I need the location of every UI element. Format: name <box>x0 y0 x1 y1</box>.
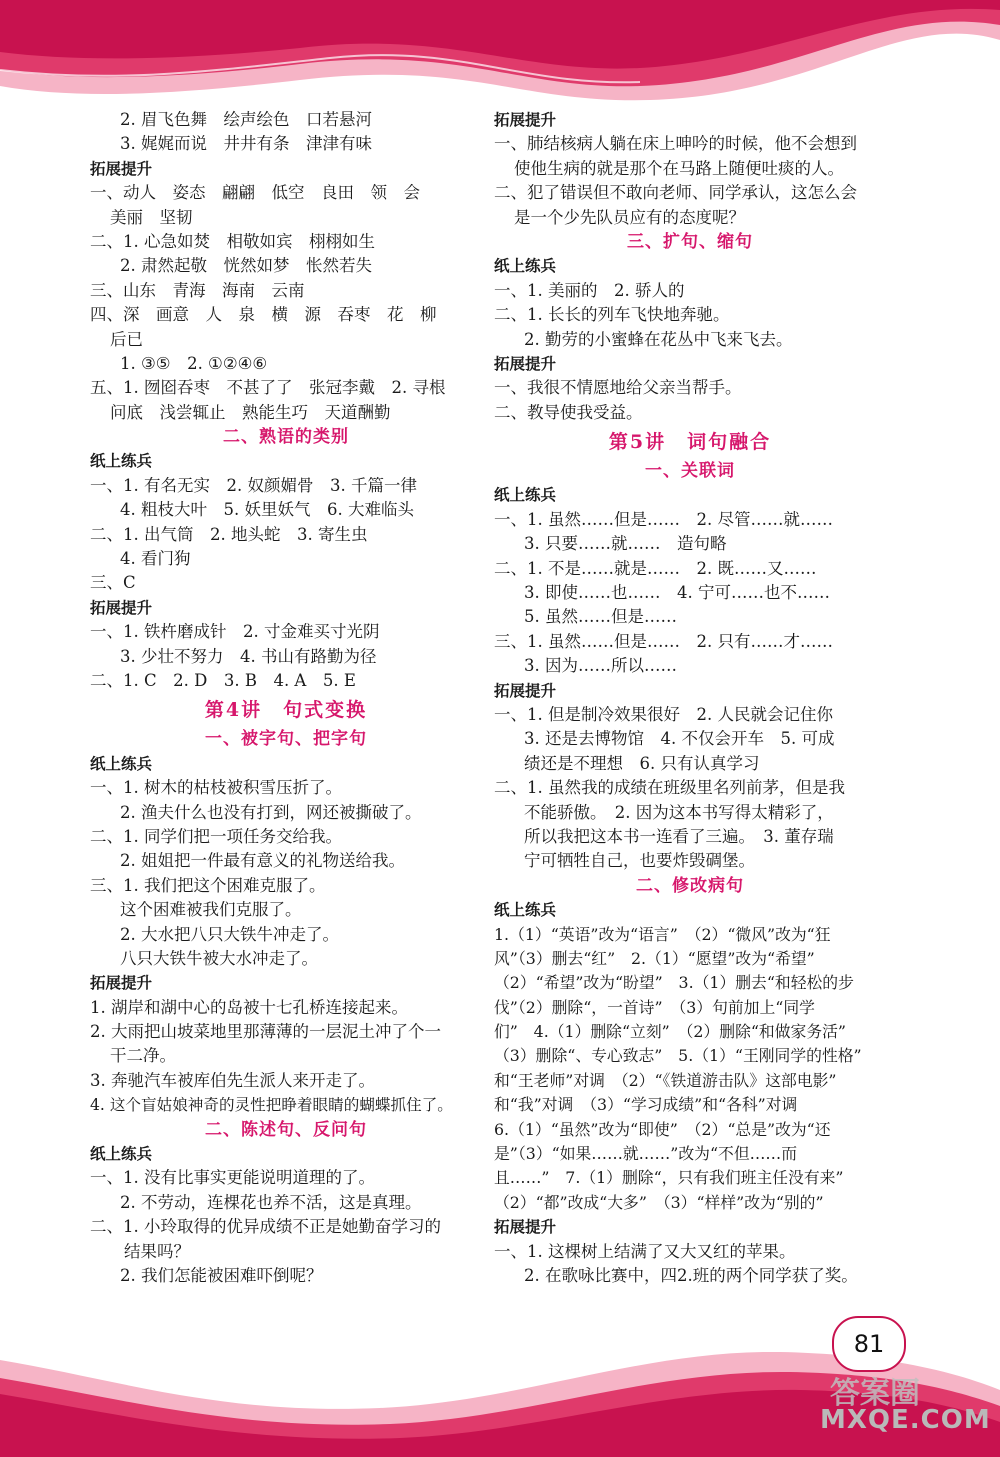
top-band-svg <box>0 0 1000 110</box>
answer-line: 一、动人 姿态 翩翩 低空 良田 领 会 <box>90 183 420 203</box>
answer-line: 使他生病的就是那个在马路上随便吐痰的人。 <box>514 158 844 178</box>
answer-line: 八只大铁牛被大水冲走了。 <box>120 948 318 968</box>
answer-line: 2. 肃然起敬 恍然如梦 怅然若失 <box>120 256 372 276</box>
section-title: 三、扩句、缩句 <box>627 231 753 252</box>
answer-line: 一、1. 有名无实 2. 奴颜媚骨 3. 千篇一律 <box>90 475 417 495</box>
answer-line: 一、1. 树木的枯枝被积雪压折了。 <box>90 778 342 798</box>
subheading-practice: 纸上练兵 <box>494 901 557 920</box>
answer-line: 且……” 7.（1）删除“，只有我们班主任没有来” <box>494 1168 844 1188</box>
answer-line: 3. 少壮不努力 4. 书山有路勤为径 <box>120 646 377 666</box>
answer-line: 绩还是不理想 6. 只有认真学习 <box>524 753 760 773</box>
answer-line: 3. 即使……也…… 4. 宁可……也不…… <box>524 583 830 603</box>
watermark-logo: 答案圈 <box>830 1376 920 1411</box>
answer-line: 问底 浅尝辄止 熟能生巧 天道酬勤 <box>110 402 391 422</box>
answer-line: 是”（3）“如果……就……”改为“不但……而 <box>494 1144 798 1164</box>
top-decorative-band <box>0 0 1000 110</box>
answer-line: 1. ③⑤ 2. ①②④⑥ <box>120 353 268 373</box>
answer-line: 这个困难被我们克服了。 <box>120 900 302 920</box>
subheading-extension: 拓展提升 <box>494 681 557 700</box>
answer-line: 二、教导使我受益。 <box>494 402 643 422</box>
section-title: 二、陈述句、反问句 <box>205 1119 367 1140</box>
answer-line: 4. 这个盲姑娘神奇的灵性把睁着眼睛的蝴蝶抓住了。 <box>90 1096 453 1115</box>
answer-line: 3. 因为……所以…… <box>524 656 677 676</box>
answer-line: 结果吗？ <box>124 1241 190 1261</box>
left-column <box>90 108 482 1288</box>
subheading-extension: 拓展提升 <box>90 974 153 993</box>
answer-line: 伐”（2）删除“，一首诗” （3）句前加上“同学 <box>494 997 815 1017</box>
subheading-practice: 纸上练兵 <box>494 486 557 505</box>
answer-line: 三、1. 我们把这个困难克服了。 <box>90 875 326 895</box>
answer-line: 宁可牺牲自己，也要炸毁碉堡。 <box>524 851 755 871</box>
lecture-title: 第4讲 句式变换 <box>204 699 368 722</box>
answer-line: 们” 4.（1）删除“立刻” （2）删除“和做家务活” <box>494 1022 846 1042</box>
answer-line: 3. 只要……就…… 造句略 <box>524 534 727 554</box>
answer-line: 后已 <box>110 329 143 349</box>
answer-line: 2. 在歌咏比赛中，四2.班的两个同学获了奖。 <box>524 1265 858 1285</box>
subheading-extension: 拓展提升 <box>494 354 557 373</box>
answer-line: 6.（1）“虽然”改为“即使” （2）“总是”改为“还 <box>494 1119 831 1139</box>
answer-line: 一、1. 美丽的 2. 骄人的 <box>494 280 685 300</box>
answer-line: 一、1. 没有比事实更能说明道理的了。 <box>90 1168 375 1188</box>
answer-line: 2. 不劳动，连棵花也养不活，这是真理。 <box>120 1192 422 1212</box>
answer-line: 所以我把这本书一连看了三遍。 3. 董存瑞 <box>524 826 834 846</box>
answer-line: 二、犯了错误但不敢向老师、同学承认，这怎么会 <box>494 183 857 203</box>
subheading-practice: 纸上练兵 <box>90 1145 153 1164</box>
answer-line: 一、1. 这棵树上结满了又大又红的苹果。 <box>494 1241 796 1261</box>
answer-line: 二、1. C 2. D 3. B 4. A 5. E <box>90 670 356 690</box>
answer-line: 一、肺结核病人躺在床上呻吟的时候，他不会想到 <box>494 134 857 154</box>
section-title: 二、熟语的类别 <box>223 427 349 448</box>
answer-line: 5. 虽然……但是…… <box>524 607 677 627</box>
answer-line: 2. 我们怎能被困难吓倒呢？ <box>120 1265 323 1285</box>
answer-line: （2）“希望”改为“盼望” 3.（1）删去“和轻松的步 <box>494 973 854 993</box>
answer-line: 二、1. 小玲取得的优异成绩不正是她勤奋学习的 <box>90 1217 441 1237</box>
answer-line: 2. 渔夫什么也没有打到，网还被撕破了。 <box>120 802 422 822</box>
answer-line: 三、C <box>90 573 136 593</box>
answer-line: 二、1. 虽然我的成绩在班级里名列前茅，但是我 <box>494 778 845 798</box>
answer-line: 3. 娓娓而说 井井有条 津津有味 <box>120 134 372 154</box>
answer-line: 美丽 坚韧 <box>110 207 193 227</box>
answer-line: 四、深 画意 人 泉 横 源 吞枣 花 柳 <box>90 305 437 325</box>
answer-line: 风”（3）删去“红” 2.（1）“愿望”改为“希望” <box>494 948 815 968</box>
section-title: 一、被字句、把字句 <box>205 729 367 750</box>
answer-line: 3. 还是去博物馆 4. 不仅会开车 5. 可成 <box>524 729 835 749</box>
answer-line: 4. 粗枝大叶 5. 妖里妖气 6. 大难临头 <box>120 500 414 520</box>
answer-line: 是一个少先队员应有的态度呢？ <box>514 207 745 227</box>
subheading-practice: 纸上练兵 <box>494 257 557 276</box>
answer-line: 干二净。 <box>110 1046 176 1066</box>
answer-line: 二、1. 不是……就是…… 2. 既……又…… <box>494 558 817 578</box>
answer-line: 二、1. 同学们把一项任务交给我。 <box>90 826 342 846</box>
answer-line: 2. 大雨把山坡菜地里那薄薄的一层泥土冲了个一 <box>90 1022 441 1042</box>
answer-line: 1.（1）“英语”改为“语言” （2）“微风”改为“狂 <box>494 924 831 944</box>
answer-line: （2）“都”改成“大多” （3）“样样”改为“别的” <box>494 1192 824 1212</box>
subheading-practice: 纸上练兵 <box>90 452 153 471</box>
section-title: 二、修改病句 <box>636 875 744 896</box>
answer-line: 2. 勤劳的小蜜蜂在花丛中飞来飞去。 <box>524 329 793 349</box>
answer-line: 三、山东 青海 海南 云南 <box>90 280 305 300</box>
subheading-extension: 拓展提升 <box>90 159 153 178</box>
section-title: 一、关联词 <box>645 461 735 482</box>
page-number: 81 <box>832 1316 906 1372</box>
answer-line: 三、1. 虽然……但是…… 2. 只有……才…… <box>494 631 833 651</box>
answer-line: 二、1. 出气筒 2. 地头蛇 3. 寄生虫 <box>90 524 368 544</box>
answer-line: 3. 奔驰汽车被库伯先生派人来开走了。 <box>90 1070 375 1090</box>
answer-line: 一、1. 但是制冷效果很好 2. 人民就会记住你 <box>494 704 833 724</box>
subheading-extension: 拓展提升 <box>494 1218 557 1237</box>
right-column <box>494 108 886 1288</box>
answer-line: 2. 眉飞色舞 绘声绘色 口若悬河 <box>120 110 372 129</box>
answer-line: 一、1. 铁杵磨成针 2. 寸金难买寸光阴 <box>90 622 380 642</box>
answer-line: 1. 湖岸和湖中心的岛被十七孔桥连接起来。 <box>90 997 408 1017</box>
answer-line: 二、1. 心急如焚 相敬如宾 栩栩如生 <box>90 231 375 251</box>
subheading-practice: 纸上练兵 <box>90 754 153 773</box>
lecture-title: 第5讲 词句融合 <box>608 431 772 454</box>
answer-line: （3）删除“、专心致志” 5.（1）“王刚同学的性格” <box>494 1046 862 1066</box>
answer-line: 五、1. 囫囵吞枣 不甚了了 张冠李戴 2. 寻根 <box>90 378 446 398</box>
answer-line: 二、1. 长长的列车飞快地奔驰。 <box>494 305 730 325</box>
answer-line: 和“王老师”对调 （2）“《铁道游击队》这部电影” <box>494 1070 837 1090</box>
watermark-url: MXQE.COM <box>820 1405 991 1435</box>
subheading-extension: 拓展提升 <box>494 111 557 129</box>
answer-line: 一、1. 虽然……但是…… 2. 尽管……就…… <box>494 509 833 529</box>
answer-line: 一、我很不情愿地给父亲当帮手。 <box>494 378 742 398</box>
answer-line: 4. 看门狗 <box>120 549 191 569</box>
answer-line: 不能骄傲。 2. 因为这本书写得太精彩了， <box>524 802 834 822</box>
answer-line: 和“我”对调 （3）“学习成绩”和“各科”对调 <box>494 1095 798 1115</box>
answer-line: 2. 大水把八只大铁牛冲走了。 <box>120 924 339 944</box>
subheading-extension: 拓展提升 <box>90 598 153 617</box>
answer-line: 2. 姐姐把一件最有意义的礼物送给我。 <box>120 851 405 871</box>
